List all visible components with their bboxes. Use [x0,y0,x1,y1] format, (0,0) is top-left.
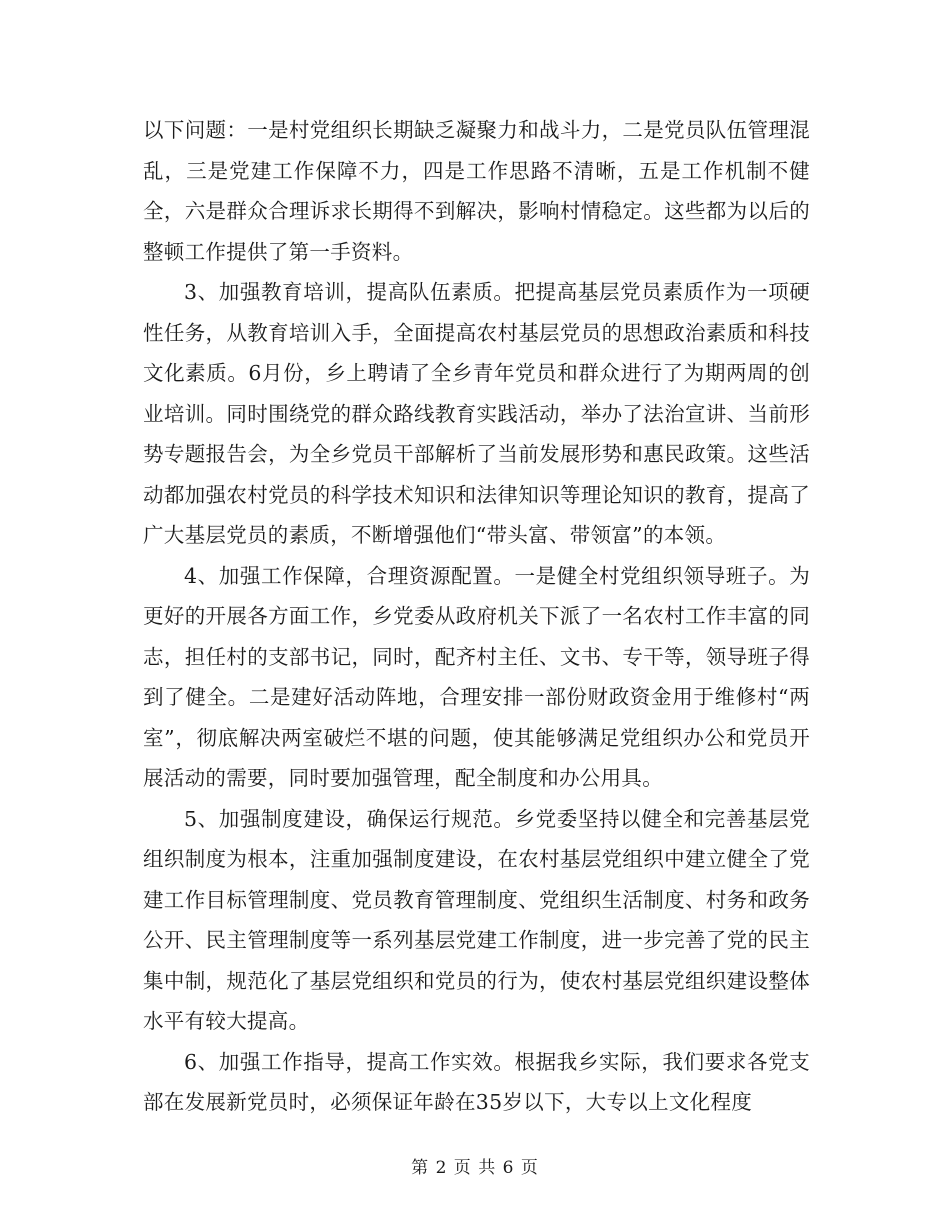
paragraph-system-building: 5、加强制度建设，确保运行规范。乡党委坚持以健全和完善基层党组织制度为根本，注重加强制度建设，在农村基层党组织中建立健全了党建工作目标管理制度、党员教育管理制度、党组织生活制度、村务和政务公开、民主管理制度等一系列基层党建工作制度，进一步完善了党的民主集中制，规范化了基层党组织和党员的行为，使农村基层党组织建设整体水平有较大提高。 [143,806,810,1033]
paragraph-continuation: 以下问题：一是村党组织长期缺乏凝聚力和战斗力，二是党员队伍管理混乱，三是党建工作保障不力，四是工作思路不清晰，五是工作机制不健全，六是群众合理诉求长期得不到解决，影响村情稳定。这些都为以后的整顿工作提供了第一手资料。 [143,118,810,264]
paragraph-education-training: 3、加强教育培训，提高队伍素质。把提高基层党员素质作为一项硬性任务，从教育培训入手，全面提高农村基层党员的思想政治素质和科技文化素质。6月份，乡上聘请了全乡青年党员和群众进行了为期两周的创业培训。同时围绕党的群众路线教育实践活动，举办了法治宣讲、当前形势专题报告会，为全乡党员干部解析了当前发展形势和惠民政策。这些活动都加强农村党员的科学技术知识和法律知识等理论知识的教育，提高了广大基层党员的素质，不断增强他们“带头富、带领富”的本领。 [143,280,810,547]
paragraph-work-guarantee: 4、加强工作保障，合理资源配置。一是健全村党组织领导班子。为更好的开展各方面工作，乡党委从政府机关下派了一名农村工作丰富的同志，担任村的支部书记，同时，配齐村主任、文书、专干等，领导班子得到了健全。二是建好活动阵地，合理安排一部份财政资金用于维修村“两室”，彻底解决两室破烂不堪的问题，使其能够满足党组织办公和党员开展活动的需要，同时要加强管理，配全制度和办公用具。 [143,563,810,790]
page-number-footer: 第 2 页 共 6 页 [411,1158,539,1178]
document-body [143,110,810,1123]
paragraph-work-guidance: 6、加强工作指导，提高工作实效。根据我乡实际，我们要求各党支部在发展新党员时，必须保证年龄在35岁以下，大专以上文化程度 [143,1049,810,1114]
